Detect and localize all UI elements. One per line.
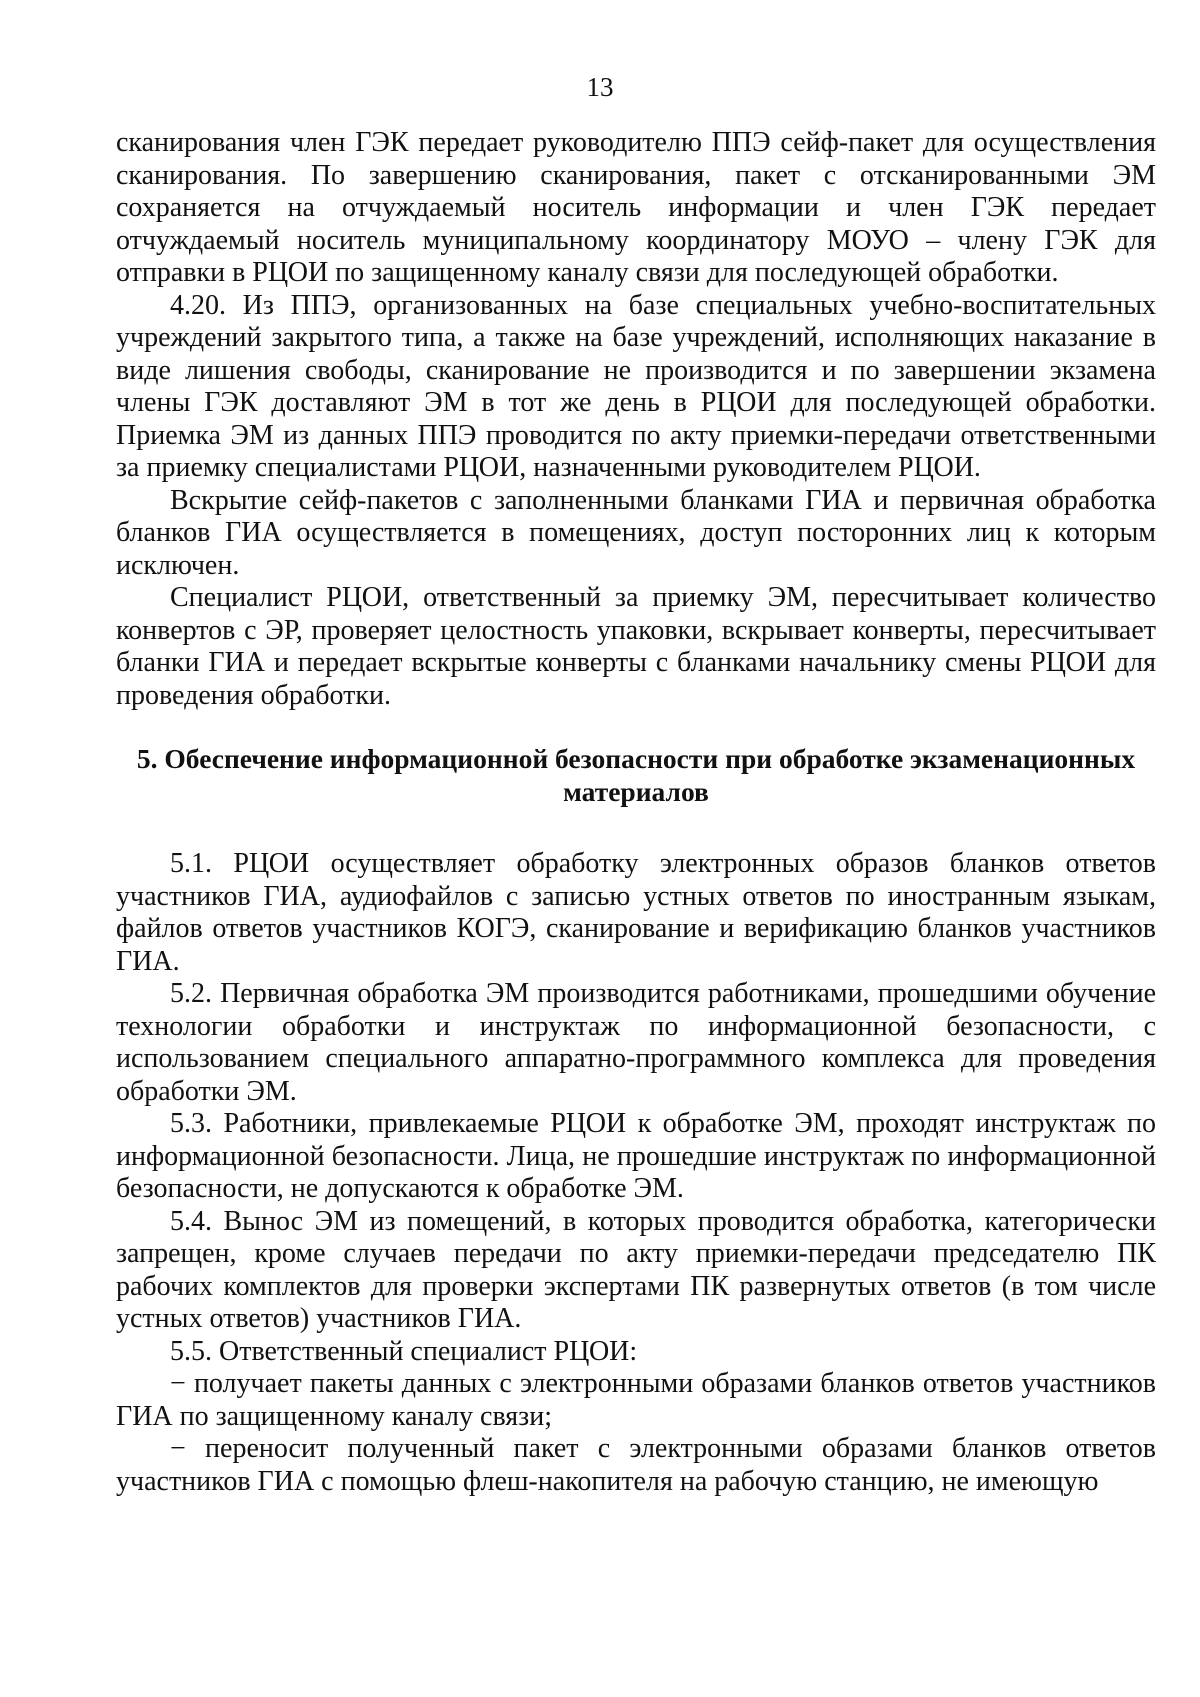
paragraph: 5.1. РЦОИ осуществляет обработку электронных образов бланков ответов участников ГИА, аудиофайлов с записью устных ответов по иностранным языкам, файлов ответов участников КОГЭ, сканирование и верификацию бланков участников ГИА. <box>116 848 1156 977</box>
paragraph: 5.2. Первичная обработка ЭМ производится работниками, прошедшими обучение технологии обработки и инструктаж по информационной безопасности, с использованием специального аппаратно-программного комплекса для проведения обработки ЭМ. <box>116 978 1156 1107</box>
paragraph: сканирования член ГЭК передает руководителю ППЭ сейф-пакет для осуществления сканирования. По завершению сканирования, пакет с отсканированными ЭМ сохраняется на отчуждаемый носитель информации и член ГЭК передает отчуждаемый носитель муниципальному координатору МОУО – члену ГЭК для отправки в РЦОИ по защищенному каналу связи для последующей обработки. <box>116 127 1156 288</box>
page-number: 13 <box>586 72 614 102</box>
paragraph: Вскрытие сейф-пакетов с заполненными бланками ГИА и первичная обработка бланков ГИА осуществляется в помещениях, доступ посторонних лиц к которым исключен. <box>116 484 1156 581</box>
paragraph: 4.20. Из ППЭ, организованных на базе специальных учебно-воспитательных учреждений закрытого типа, а также на базе учреждений, исполняющих наказание в виде лишения свободы, сканирование не производится и по завершении экзамена члены ГЭК доставляют ЭМ в тот же день в РЦОИ для последующей обработки. Приемка ЭМ из данных ППЭ проводится по акту приемки-передачи ответственными за приемку специалистами РЦОИ, назначенными руководителем РЦОИ. <box>116 289 1156 483</box>
paragraph: 5.5. Ответственный специалист РЦОИ: <box>170 1335 638 1367</box>
list-item: − получает пакеты данных с электронными образами бланков ответов участников ГИА по защищенному каналу связи; <box>116 1368 1156 1432</box>
paragraph: 5.4. Вынос ЭМ из помещений, в которых проводится обработка, категорически запрещен, кроме случаев передачи по акту приемки-передачи председателю ПК рабочих комплектов для проверки экспертами ПК развернутых ответов (в том числе устных ответов) участников ГИА. <box>116 1205 1156 1334</box>
list-item: − переносит полученный пакет с электронными образами бланков ответов участников ГИА с помощью флеш-накопителя на рабочую станцию, не имеющую <box>116 1433 1156 1497</box>
paragraph: 5.3. Работники, привлекаемые РЦОИ к обработке ЭМ, проходят инструктаж по информационной безопасности. Лица, не прошедшие инструктаж по информационной безопасности, не допускаются к обработке ЭМ. <box>116 1108 1156 1204</box>
section-heading: 5. Обеспечение информационной безопасности при обработке экзаменационных материалов <box>136 743 1136 807</box>
document-body <box>116 127 1156 1498</box>
paragraph: Специалист РЦОИ, ответственный за приемку ЭМ, пересчитывает количество конвертов с ЭР, проверяет целостность упаковки, вскрывает конверты, пересчитывает бланки ГИА и передает вскрытые конверты с бланками начальнику смены РЦОИ для проведения обработки. <box>116 582 1156 711</box>
